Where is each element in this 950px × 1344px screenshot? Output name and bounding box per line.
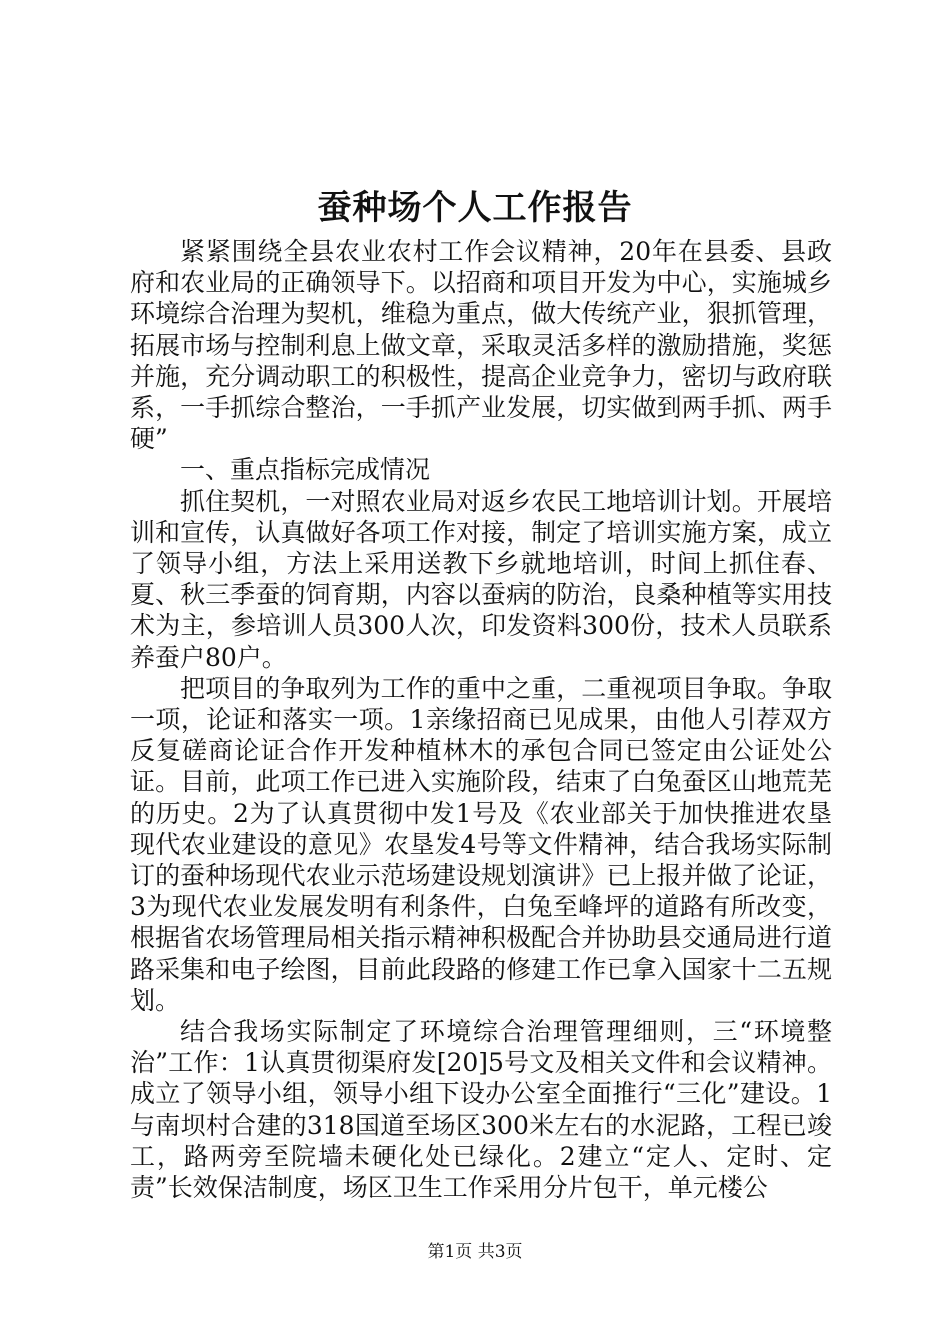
- document-title: 蚕种场个人工作报告: [317, 188, 633, 228]
- page-footer: 第1页 共3页: [427, 1242, 523, 1262]
- document-body: [130, 236, 832, 1203]
- paragraph-intro: 紧紧围绕全县农业农村工作会议精神，20年在县委、县政府和农业局的正确领导下。以招商和项目开发为中心，实施城乡环境综合治理为契机，维稳为重点，做大传统产业，狠抓管理，拓展市场与控制利息上做文章，采取灵活多样的激励措施，奖惩并施，充分调动职工的积极性，提高企业竞争力，密切与政府联系，一手抓综合整治，一手抓产业发展，切实做到两手抓、两手硬”: [130, 237, 832, 454]
- section-heading-key-indicators: 一、重点指标完成情况: [180, 455, 431, 485]
- paragraph-environment: 结合我场实际制定了环境综合治理管理细则，三“环境整治”工作：1认真贯彻渠府发[20]5号文及相关文件和会议精神。成立了领导小组，领导小组下设办公室全面推行“三化”建设。1与南坝村合建的318国道至场区300米左右的水泥路，工程已竣工，路两旁至院墙未硬化处已绿化。2建立“定人、定时、定责”长效保洁制度，场区卫生工作采用分片包干，单元楼公: [130, 1017, 832, 1203]
- paragraph-projects: 把项目的争取列为工作的重中之重，二重视项目争取。争取一项，论证和落实一项。1亲缘招商已见成果，由他人引荐双方反复磋商论证合作开发种植林木的承包合同已签定由公证处公证。目前，此项工作已进入实施阶段，结束了白兔蚕区山地荒芜的历史。2为了认真贯彻中发1号及《农业部关于加快推进农垦现代农业建设的意见》农垦发4号等文件精神，结合我场实际制订的蚕种场现代农业示范场建设规划演讲》已上报并做了论证，3为现代农业发展发明有利条件，白兔至峰坪的道路有所改变，根据省农场管理局相关指示精神积极配合并协助县交通局进行道路采集和电子绘图，目前此段路的修建工作已拿入国家十二五规划。: [130, 673, 832, 1015]
- paragraph-training: 抓住契机，一对照农业局对返乡农民工地培训计划。开展培训和宣传，认真做好各项工作对接，制定了培训实施方案，成立了领导小组，方法上采用送教下乡就地培训，时间上抓住春、夏、秋三季蚕的饲育期，内容以蚕病的防治，良桑种植等实用技术为主，参培训人员300人次，印发资料300份，技术人员联系养蚕户80户。: [130, 486, 832, 672]
